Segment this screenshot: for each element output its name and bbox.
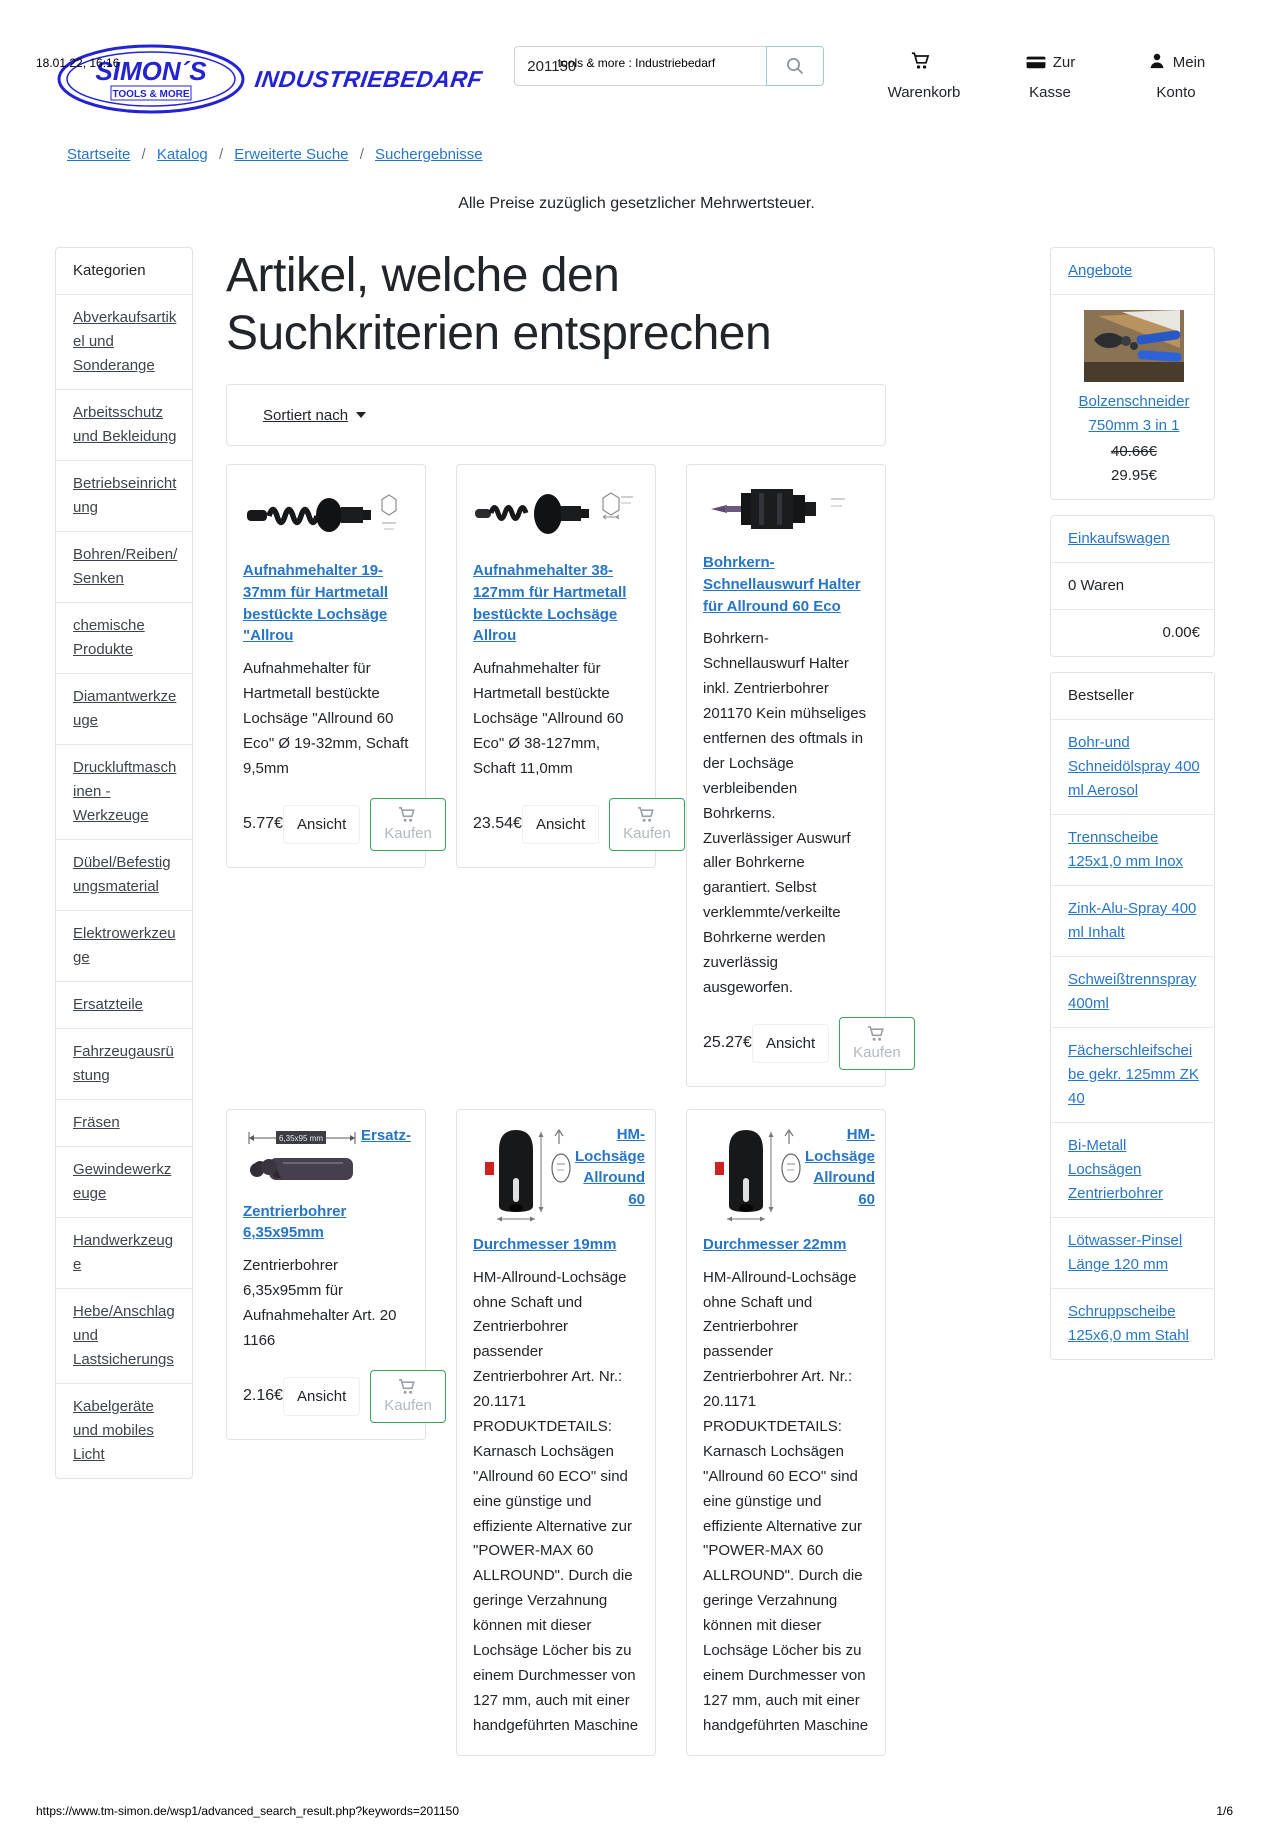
- product-description: Aufnahmehalter für Hartmetall bestückte Lochsäge "Allround 60 Eco" Ø 19-32mm, Schaft 9,5mm: [243, 660, 409, 777]
- caret-down-icon: [356, 412, 366, 418]
- sidebar-item-duebel[interactable]: Dübel/Befestigungsmaterial: [56, 839, 192, 910]
- categories-title: Kategorien: [73, 262, 146, 279]
- bestseller-item[interactable]: Bohr-und Schneidölspray 400 ml Aerosol: [1051, 719, 1214, 814]
- print-header: [36, 56, 1237, 70]
- view-button[interactable]: Ansicht: [283, 805, 360, 844]
- svg-text:TOOLS & MORE: TOOLS & MORE: [112, 89, 190, 100]
- breadcrumb: Startseite / Katalog / Erweiterte Suche / Suchergebnisse: [67, 146, 483, 163]
- sidebar-item-diamantwerkzeuge[interactable]: Diamantwerkzeuge: [56, 673, 192, 744]
- buy-button[interactable]: [370, 1370, 446, 1423]
- sidebar-item-hebe-anschlag[interactable]: Hebe/Anschlag und Lastsicherungs: [56, 1288, 192, 1383]
- product-image-arbor: [243, 479, 411, 551]
- logo-wordmark: INDUSTRIEBEDARF: [253, 65, 485, 92]
- breadcrumb-search-results[interactable]: Suchergebnisse: [375, 146, 483, 163]
- bestseller-title: Bestseller: [1068, 687, 1134, 704]
- buy-button[interactable]: [370, 798, 446, 851]
- view-button[interactable]: Ansicht: [752, 1024, 829, 1063]
- sort-bar: [226, 384, 886, 446]
- sidebar-item-chemische-produkte[interactable]: chemische Produkte: [56, 602, 192, 673]
- offers-title-link[interactable]: Angebote: [1068, 262, 1133, 279]
- print-page-number: 1/6: [1216, 1804, 1233, 1818]
- sidebar-item-gewindewerkzeuge[interactable]: Gewindewerkzeuge: [56, 1146, 192, 1217]
- cart-items-count: 0 Waren: [1051, 562, 1214, 609]
- product-card: [226, 464, 432, 867]
- product-price: 23.54€: [473, 814, 522, 832]
- product-title-link[interactable]: Durchmesser 22mm: [703, 1235, 847, 1253]
- main-content: [226, 247, 901, 1756]
- product-description: Aufnahmehalter für Hartmetall bestückte Lochsäge "Allround 60 Eco" Ø 38-127mm, Schaft 11,0mm: [473, 660, 624, 777]
- offer-old-price: 40.66€: [1111, 443, 1157, 460]
- categories-panel: [55, 247, 193, 1479]
- product-image-link[interactable]: [243, 1124, 361, 1201]
- product-image-holesaw: [473, 1124, 575, 1224]
- cart-icon: [397, 806, 419, 824]
- buy-button[interactable]: [609, 798, 685, 851]
- product-image-link[interactable]: [473, 538, 641, 555]
- product-image-link[interactable]: [703, 530, 871, 547]
- product-description: Zentrierbohrer 6,35x95mm für Aufnahmehalter Art. 20 1166: [243, 1257, 397, 1350]
- sidebar-item-abverkaufsartikel[interactable]: Abverkaufsartikel und Sonderange: [56, 294, 192, 389]
- breadcrumb-catalog[interactable]: Katalog: [156, 146, 208, 163]
- product-price: 25.27€: [703, 1034, 752, 1052]
- nav-account-label: Mein Konto: [1156, 54, 1206, 101]
- print-datetime: 18.01.22, 16:16: [36, 56, 120, 70]
- sidebar-item-arbeitsschutz[interactable]: Arbeitsschutz und Bekleidung: [56, 389, 192, 460]
- sidebar-item-ersatzteile[interactable]: Ersatzteile: [56, 981, 192, 1028]
- buy-button[interactable]: [839, 1017, 915, 1070]
- product-title-prefix-link[interactable]: Ersatz-: [361, 1126, 412, 1144]
- sidebar-item-fahrzeugausruestung[interactable]: Fahrzeugausrüstung: [56, 1028, 192, 1099]
- site-header: [55, 42, 1215, 116]
- bestseller-panel: [1050, 672, 1215, 1360]
- product-title-link[interactable]: Bohrkern-Schnellauswurf Halter für Allround 60 Eco: [703, 554, 861, 615]
- price-row: [243, 798, 432, 851]
- view-button[interactable]: Ansicht: [522, 805, 599, 844]
- logo-oval-icon: [55, 42, 247, 116]
- bestseller-item[interactable]: Bi-Metall Lochsägen Zentrierbohrer: [1051, 1122, 1214, 1217]
- header-nav: [885, 42, 1215, 105]
- svg-text:6,35x95 mm: 6,35x95 mm: [278, 1133, 324, 1143]
- product-card: [456, 1109, 656, 1756]
- product-card: [686, 464, 901, 1087]
- offers-panel: [1050, 247, 1215, 500]
- print-url: https://www.tm-simon.de/wsp1/advanced_search_result.php?keywords=201150: [36, 1804, 460, 1818]
- offer-product-link[interactable]: Bolzenschneider 750mm 3 in 1: [1078, 393, 1190, 434]
- breadcrumb-advanced-search[interactable]: Erweiterte Suche: [234, 146, 349, 163]
- bestseller-item[interactable]: Lötwasser-Pinsel Länge 120 mm: [1051, 1217, 1214, 1288]
- price-row: [243, 1370, 432, 1423]
- content-layout: [55, 247, 1215, 1756]
- page-title: Artikel, welche den Suchkriterien entsprechen: [226, 249, 772, 360]
- nav-cart-label: Warenkorb: [887, 83, 961, 101]
- product-title-link[interactable]: Zentrierbohrer 6,35x95mm: [243, 1202, 347, 1242]
- offer-price: 29.95€: [1111, 467, 1157, 484]
- product-card: [456, 464, 671, 867]
- svg-text:SIMON´S: SIMON´S: [95, 56, 207, 86]
- product-title-link[interactable]: Aufnahmehalter 38-127mm für Hartmetall bestückte Lochsäge Allrou: [473, 562, 627, 645]
- cart-panel: [1050, 515, 1215, 657]
- sidebar-item-betriebseinrichtung[interactable]: Betriebseinrichtung: [56, 460, 192, 531]
- sidebar-item-elektrowerkzeuge[interactable]: Elektrowerkzeuge: [56, 910, 192, 981]
- buy-button-label: Kaufen: [623, 824, 671, 842]
- product-image-holesaw: [703, 1124, 805, 1224]
- bestseller-item[interactable]: Schruppscheibe 125x6,0 mm Stahl: [1051, 1288, 1214, 1359]
- cart-icon: [866, 1025, 888, 1043]
- product-title-prefix-link[interactable]: HM-Lochsäge Allround 60: [805, 1125, 876, 1209]
- tax-notice: Alle Preise zuzüglich gesetzlicher Mehrwertsteuer.: [458, 195, 815, 212]
- print-doc-title: tools & more : Industriebedarf: [557, 56, 716, 70]
- product-image-link[interactable]: [703, 1124, 805, 1233]
- product-title-link[interactable]: Aufnahmehalter 19-37mm für Hartmetall bestückte Lochsäge "Allrou: [243, 562, 389, 645]
- cart-total: 0.00€: [1051, 609, 1214, 656]
- product-price: 5.77€: [243, 814, 284, 832]
- product-description: HM-Allround-Lochsäge ohne Schaft und Zentrierbohrer passender Zentrierbohrer Art. Nr.: 20.1171 PRODUKTDETAILS: Karnasch Lochsägen "Allround 60 ECO" sind eine günstige und effiziente Alternative zur "POWER-MAX 60 ALLROUND". Durch die geringe Verzahnung können mit dieser Lochsäge Löcher bis zu einem Durchmesser von 127 mm, auch mit einer handgeführten Maschine: [703, 1268, 869, 1734]
- buy-button-label: Kaufen: [384, 1396, 432, 1414]
- bestseller-item[interactable]: Schweißtrennspray 400ml: [1051, 956, 1214, 1027]
- bestseller-item[interactable]: Fächerschleifscheibe gekr. 125mm ZK 40: [1051, 1027, 1214, 1122]
- bestseller-item[interactable]: Zink-Alu-Spray 400 ml Inhalt: [1051, 885, 1214, 956]
- breadcrumb-home[interactable]: Startseite: [67, 146, 131, 163]
- cart-title-link[interactable]: Einkaufswagen: [1068, 530, 1170, 547]
- product-price: 2.16€: [243, 1387, 284, 1405]
- product-card: [226, 1109, 432, 1440]
- nav-checkout-label: Zur Kasse: [1029, 54, 1076, 101]
- view-button[interactable]: Ansicht: [283, 1377, 360, 1416]
- price-row: [473, 798, 671, 851]
- buy-button-label: Kaufen: [384, 824, 432, 842]
- sidebar-item-bohren[interactable]: Bohren/Reiben/Senken: [56, 531, 192, 602]
- product-description: HM-Allround-Lochsäge ohne Schaft und Zentrierbohrer passender Zentrierbohrer Art. Nr.: 20.1171 PRODUKTDETAILS: Karnasch Lochsägen "Allround 60 ECO" sind eine günstige und effiziente Alternative zur "POWER-MAX 60 ALLROUND". Durch die geringe Verzahnung können mit dieser Lochsäge Löcher bis zu einem Durchmesser von 127 mm, auch mit einer handgeführten Maschine: [473, 1268, 639, 1734]
- product-image-center-drill: [243, 1124, 361, 1192]
- print-footer: [0, 1796, 1273, 1842]
- product-grid: [226, 464, 901, 1755]
- bestseller-item[interactable]: Trennscheibe 125x1,0 mm Inox: [1051, 814, 1214, 885]
- product-card: [686, 1109, 886, 1756]
- sidebar-item-fraesen[interactable]: Fräsen: [56, 1099, 192, 1146]
- store-logo[interactable]: [55, 42, 485, 116]
- cart-icon: [397, 1378, 419, 1396]
- product-description: Bohrkern-Schnellauswurf Halter inkl. Zentrierbohrer 201170 Kein mühseliges entfernen des oftmals in der Lochsäge verbleibenden Bohrkerns. Zuverlässiger Auswurf aller Bohrkerne garantiert. Selbst verklemmte/verkeilte Bohrkerne werden zuverlässig ausgeworfen.: [703, 630, 867, 996]
- product-image-core-ejector: [703, 479, 871, 543]
- price-row: [703, 1017, 901, 1070]
- sidebar-item-kabelgeraete[interactable]: Kabelgeräte und mobiles Licht: [56, 1383, 192, 1478]
- sidebar-item-handwerkzeuge[interactable]: Handwerkzeuge: [56, 1217, 192, 1288]
- offer-product-image: [1084, 310, 1184, 382]
- offer-image-link[interactable]: [1068, 310, 1200, 382]
- product-title-prefix-link[interactable]: HM-Lochsäge Allround 60: [575, 1125, 646, 1209]
- product-image-arbor: [473, 479, 641, 551]
- cart-icon: [636, 806, 658, 824]
- sort-dropdown[interactable]: Sortiert nach: [263, 406, 349, 424]
- right-sidebar: [1050, 247, 1215, 1375]
- product-image-link[interactable]: [473, 1124, 575, 1233]
- sidebar-item-druckluftmaschinen[interactable]: Druckluftmaschinen - Werkzeuge: [56, 744, 192, 839]
- product-title-link[interactable]: Durchmesser 19mm: [473, 1235, 617, 1253]
- product-image-link[interactable]: [243, 538, 411, 555]
- buy-button-label: Kaufen: [853, 1043, 901, 1061]
